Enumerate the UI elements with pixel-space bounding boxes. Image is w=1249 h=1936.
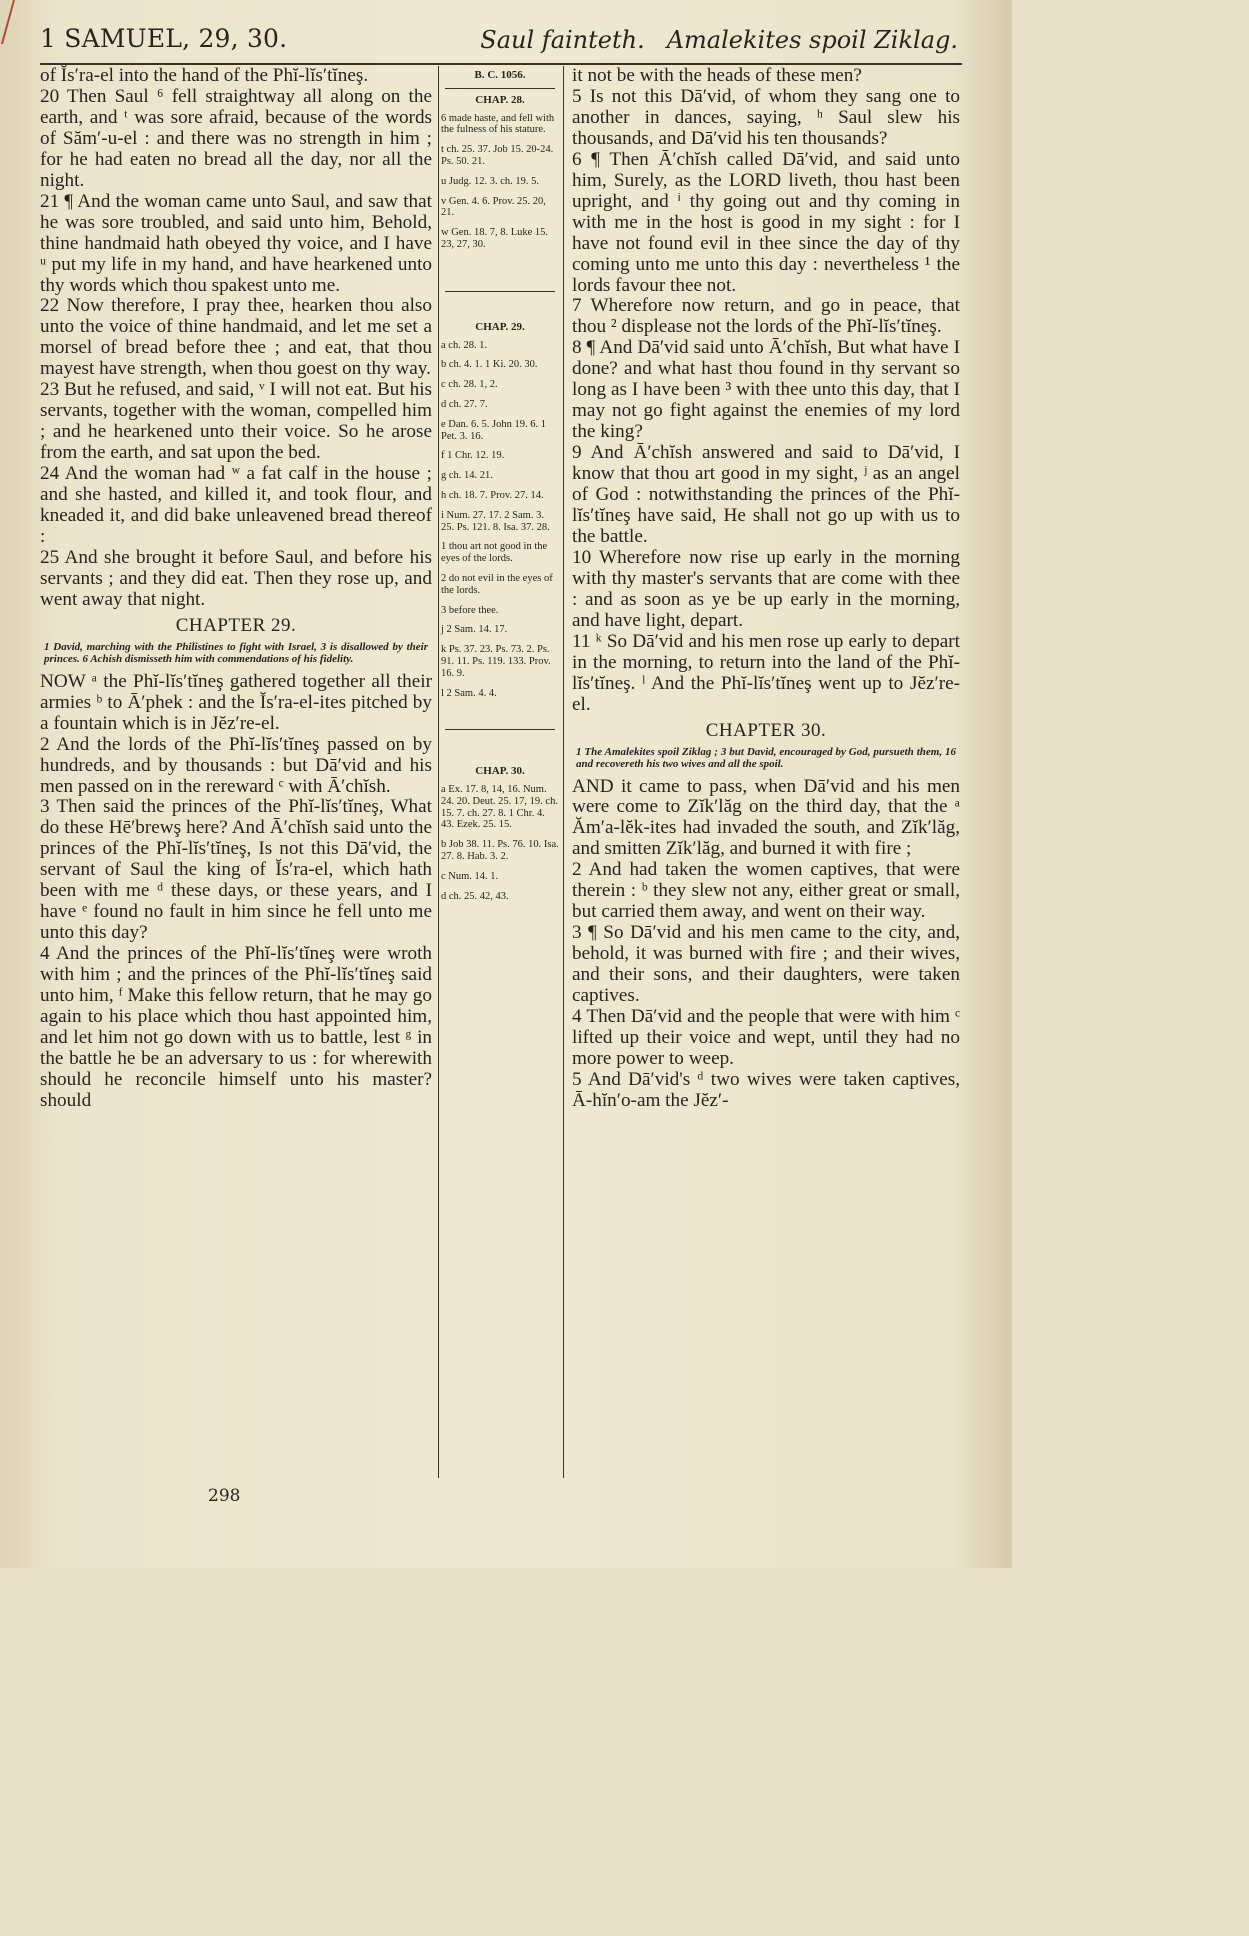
verse: 24 And the woman had ʷ a fat calf in the house ; and she hasted, and killed it, and took flour, and kneaded it, and did bake unleavened bread thereof : [40, 463, 432, 547]
verse: 6 ¶ Then Ā′chĭsh called Dā′vid, and said unto him, Surely, as the LORD liveth, thou hast been upright, and ⁱ thy going out and thy coming in with me in the host is good in my sight : for I have not found evil in thee since the day of thy coming unto me unto this day : nevertheless ¹ the lords favour thee not. [572, 148, 960, 296]
cross-reference: c ch. 28. 1, 2. [441, 379, 498, 391]
cross-reference: w Gen. 18. 7, 8. Luke 15. 23, 27, 30. [441, 227, 549, 250]
chapter-heading: CHAPTER 29. [175, 614, 297, 636]
verse: 20 Then Saul ⁶ fell straightway all along on the earth, and ᵗ was sore afraid, because of the words of Săm′-u-el : and there was no strength in him ; for he had eaten no bread all the day, nor all the night. [40, 85, 432, 191]
verse: 3 ¶ So Dā′vid and his men came to the city, and, behold, it was burned with fire ; and their wives, and their sons, and their daughters, were taken captives. [572, 922, 960, 1007]
chap-29-heading: CHAP. 29. [475, 320, 525, 333]
chapter-summary: 1 David, marching with the Philistines to fight with Israel, 3 is disallowed by their princes. 6 Achish dismisseth him with commendations of his fidelity. [44, 640, 428, 666]
verse: 4 And the princes of the Phĭ-lĭs′tĭneş were wroth with him ; and the princes of the Phĭ-lĭs′tĭneş said unto him, ᶠ Make this fellow return, that he may go again to his place which thou hast appointed him, and let him not go down with us to battle, lest ᵍ in the battle he be an adversary to us : for wherewith should he reconcile himself unto his master? should [40, 943, 432, 1111]
cross-reference: 6 made haste, and fell with the fulness of his stature. [441, 112, 555, 136]
verse: 25 And she brought it before Saul, and before his servants ; and they did eat. Then they rose up, and went away that night. [40, 546, 432, 610]
verse: 23 But he refused, and said, ᵛ I will not eat. But his servants, together with the woman, compelled him ; and he hearkened unto their voice. So he arose from the earth, and sat upon the bed. [40, 379, 432, 464]
cross-reference: d ch. 27. 7. [441, 398, 488, 410]
verse: 9 And Ā′chĭsh answered and said to Dā′vid, I know that thou art good in my sight, ʲ as an angel of God : notwithstanding the princes of the Phĭ-lĭs′tĭneş have said, He shall not go up with us to the battle. [572, 442, 960, 547]
topic-1: Saul fainteth. [480, 26, 645, 54]
verse: 11 ᵏ So Dā′vid and his men rose up early to depart in the morning, to return into the land of the Phĭ-lĭs′tĭneş. ˡ And the Phĭ-lĭs′tĭneş went up to Jĕz′re-el. [572, 630, 960, 715]
cross-reference: e Dan. 6. 5. John 19. 6. 1 Pet. 3. 16. [441, 418, 546, 442]
chap-30-heading: CHAP. 30. [475, 765, 525, 778]
year-label: B. C. 1056. [474, 69, 526, 81]
cross-reference: l 2 Sam. 4. 4. [441, 687, 497, 699]
verse: AND it came to pass, when Dā′vid and his men were come to Zĭk′lăg on the third day, that the ᵃ Ăm′a-lĕk-ites had invaded the south, and Zĭk′lăg, and smitten Zĭk′lăg, and burned it with fire ; [572, 775, 960, 860]
cross-reference: b Job 38. 11. Ps. 76. 10. Isa. 27. 8. Hab. 3. 2. [441, 839, 559, 863]
cross-reference: g ch. 14. 21. [441, 470, 493, 482]
topic-2: Amalekites spoil Ziklag. [666, 26, 958, 54]
divider [445, 88, 555, 89]
verse: of Ĭs′ra-el into the hand of the Phĭ-lĭs′tĭneş. [40, 65, 369, 86]
left-column [40, 66, 432, 1112]
pen-mark [0, 0, 40, 46]
cross-reference: u Judg. 12. 3. ch. 19. 5. [441, 175, 539, 187]
cross-reference: a Ex. 17. 8, 14, 16. Num. 24. 20. Deut. 25. 17, 19. ch. 15. 7. ch. 27. 8. 1 Chr. 4. 43. Ezek. 25. 15. [441, 784, 558, 831]
cross-reference: d ch. 25. 42, 43. [441, 890, 509, 902]
verse: 3 Then said the princes of the Phĭ-lĭs′tĭneş, What do these Hē′brewş here? And Ā′chĭsh said unto the princes of the Phĭ-lĭs′tĭneş, Is not this Dā′vid, the servant of Saul the king of Ĭs′ra-el, which hath been with me ᵈ these days, or these years, and I have ᵉ found no fault in him since he fell unto me unto this day? [40, 796, 432, 944]
divider [445, 291, 555, 292]
verse: it not be with the heads of these men? [572, 65, 862, 86]
column-divider-right [563, 66, 564, 1478]
verse: 21 ¶ And the woman came unto Saul, and saw that he was sore troubled, and said unto him, Behold, thine handmaid hath obeyed thy voice, and I have ᵘ put my life in my hand, and have hearkened unto thy words which thou spakest unto me. [40, 190, 432, 296]
cross-reference: h ch. 18. 7. Prov. 27. 14. [441, 489, 544, 501]
cross-reference: v Gen. 4. 6. Prov. 25. 20, 21. [441, 195, 546, 219]
book-chapter-header: 1 SAMUEL, 29, 30. [40, 24, 288, 53]
topic-header [480, 26, 958, 54]
column-divider-left [438, 66, 439, 1478]
verse: 5 And Dā′vid's ᵈ two wives were taken captives, Ā-hĭn′o-am the Jĕz′- [572, 1068, 960, 1111]
cross-reference: b ch. 4. 1. 1 Ki. 20. 30. [441, 359, 538, 371]
cross-reference: k Ps. 37. 23. Ps. 73. 2. Ps. 91. 11. Ps. 119. 133. Prov. 16. 9. [441, 644, 551, 679]
cross-reference: 2 do not evil in the eyes of the lords. [441, 572, 553, 596]
cross-reference: t ch. 25. 37. Job 15. 20-24. Ps. 50. 21. [441, 144, 554, 167]
cross-reference: a ch. 28. 1. [441, 339, 488, 351]
chapter-heading: CHAPTER 30. [705, 719, 827, 741]
cross-reference-column [441, 68, 559, 910]
cross-reference: i Num. 27. 17. 2 Sam. 3. 25. Ps. 121. 8. Isa. 37. 28. [441, 509, 550, 533]
chap-28-heading: CHAP. 28. [475, 93, 525, 106]
verse: 22 Now therefore, I pray thee, hearken thou also unto the voice of thine handmaid, and let me set a morsel of bread before thee ; and eat, that thou mayest have strength, when thou goest on thy way. [40, 295, 432, 380]
verse: 10 Wherefore now rise up early in the morning with thy master's servants that are come with thee : and as soon as ye be up early in the morning, and have light, depart. [572, 546, 960, 631]
cross-reference: c Num. 14. 1. [441, 870, 499, 882]
cross-reference: 1 thou art not good in the eyes of the lords. [441, 541, 548, 565]
cross-reference: f 1 Chr. 12. 19. [441, 450, 505, 462]
verse: 2 And had taken the women captives, that were therein : ᵇ they slew not any, either great or small, but carried them away, and went on their way. [572, 859, 960, 923]
verse: 5 Is not this Dā′vid, of whom they sang one to another in dances, saying, ʰ Saul slew his thousands, and Dā′vid his ten thousands? [572, 85, 960, 149]
page-number: 298 [208, 1486, 241, 1506]
verse: 4 Then Dā′vid and the people that were with him ᶜ lifted up their voice and wept, until they had no more power to weep. [572, 1005, 960, 1069]
verse: 7 Wherefore now return, and go in peace, that thou ² displease not the lords of the Phĭ-lĭs′tĭneş. [572, 295, 960, 338]
cross-reference: j 2 Sam. 14. 17. [441, 624, 508, 636]
cross-reference: 3 before thee. [441, 604, 499, 616]
verse: 2 And the lords of the Phĭ-lĭs′tĭneş passed on by hundreds, and by thousands : but Dā′vid and his men passed on in the rereward ᶜ with Ā′chĭsh. [40, 733, 432, 797]
verse: 8 ¶ And Dā′vid said unto Ā′chĭsh, But what have I done? and what hast thou found in thy servant so long as I have been ³ with thee unto this day, that I may not go fight against the enemies of my lord the king? [572, 337, 960, 443]
verse: NOW ᵃ the Phĭ-lĭs′tĭneş gathered together all their armies ᵇ to Ā′phek : and the Ĭs′ra-el-ites pitched by a fountain which is in Jĕz′re-el. [40, 670, 432, 734]
chapter-summary: 1 The Amalekites spoil Ziklag ; 3 but David, encouraged by God, pursueth them, 16 and recovereth his two wives and all the spoil. [576, 745, 956, 770]
divider [445, 729, 555, 730]
right-column [572, 66, 960, 1112]
